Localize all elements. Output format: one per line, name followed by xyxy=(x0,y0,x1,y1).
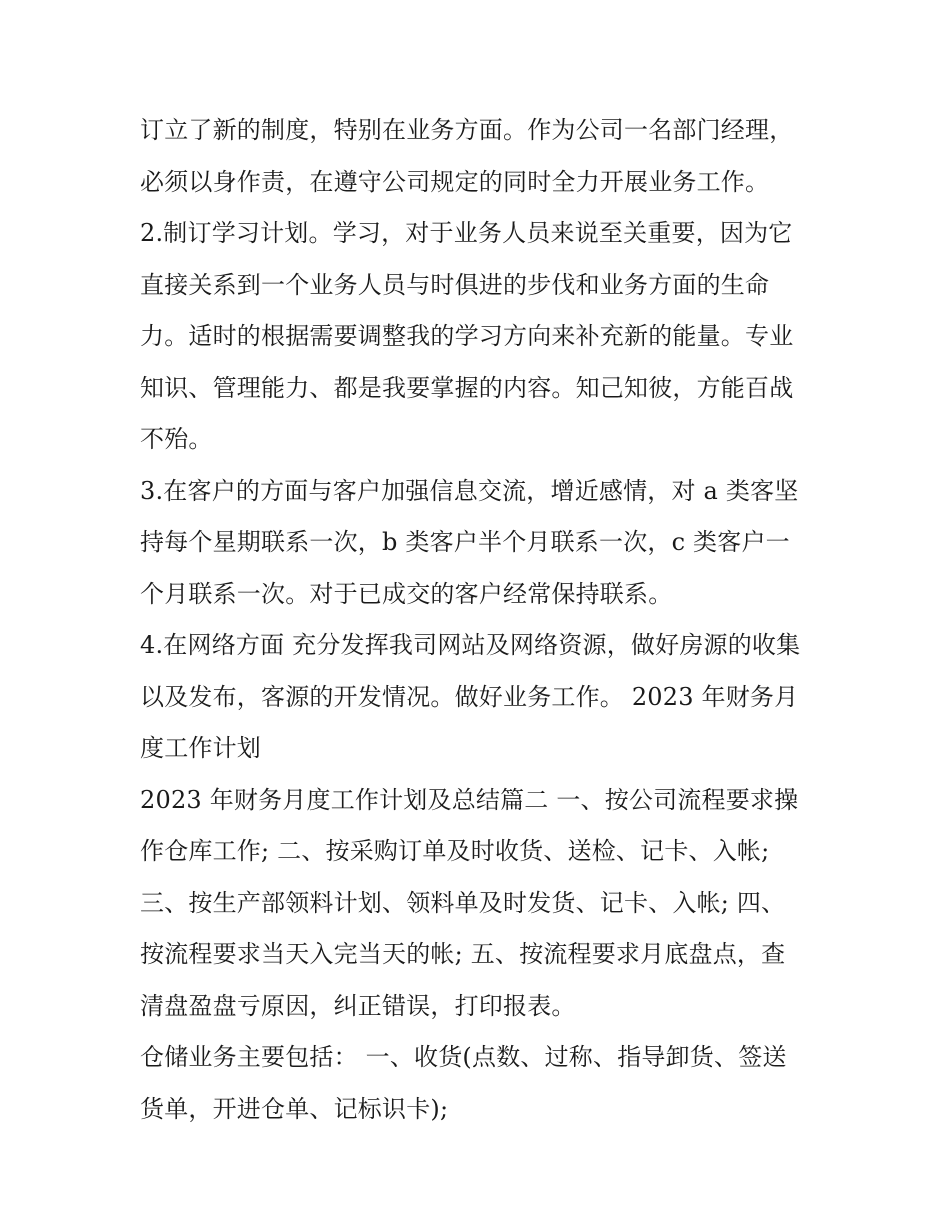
text-line: 作仓库工作; 二、按采购订单及时收货、送检、记卡、入帐; xyxy=(140,837,770,865)
text-line: 必须以身作责，在遵守公司规定的同时全力开展业务工作。 xyxy=(140,167,770,196)
text-line: 知识、管理能力、都是我要掌握的内容。知己知彼，方能百战 xyxy=(140,373,794,402)
text-line: 订立了新的制度，特别在业务方面。作为公司一名部门经理， xyxy=(140,116,794,144)
text-line: 个月联系一次。对于已成交的客户经常保持联系。 xyxy=(140,579,673,608)
text-line: 清盘盈盘亏原因，纠正错误，打印报表。 xyxy=(140,991,576,1020)
text-line: 直接关系到一个业务人员与时俱进的步伐和业务方面的生命 xyxy=(140,270,770,299)
body-text xyxy=(140,105,820,1135)
text-line: 3.在客户的方面与客户加强信息交流，增近感情，对 a 类客坚 xyxy=(140,476,799,505)
text-line: 按流程要求当天入完当天的帐; 五、按流程要求月底盘点，查 xyxy=(140,940,786,968)
text-line: 三、按生产部领料计划、领料单及时发货、记卡、入帐; 四、 xyxy=(140,888,786,917)
text-line: 以及发布，客源的开发情况。做好业务工作。 2023 年财务月 xyxy=(140,682,799,711)
text-line: 不殆。 xyxy=(140,425,213,453)
text-line: 2023 年财务月度工作计划及总结篇二 一、按公司流程要求操 xyxy=(140,785,799,814)
text-line: 货单，开进仓单、记标识卡); xyxy=(140,1094,449,1123)
text-line: 4.在网络方面 充分发挥我司网站及网络资源，做好房源的收集 xyxy=(140,631,801,659)
text-line: 度工作计划 xyxy=(140,734,261,762)
text-line: 2.制订学习计划。学习，对于业务人员来说至关重要，因为它 xyxy=(140,219,793,247)
text-line: 力。适时的根据需要调整我的学习方向来补充新的能量。专业 xyxy=(140,322,794,350)
text-line: 仓储业务主要包括： 一、收货(点数、过称、指导卸货、签送 xyxy=(140,1043,787,1071)
text-line: 持每个星期联系一次，b 类客户半个月联系一次，c 类客户一 xyxy=(140,528,790,556)
